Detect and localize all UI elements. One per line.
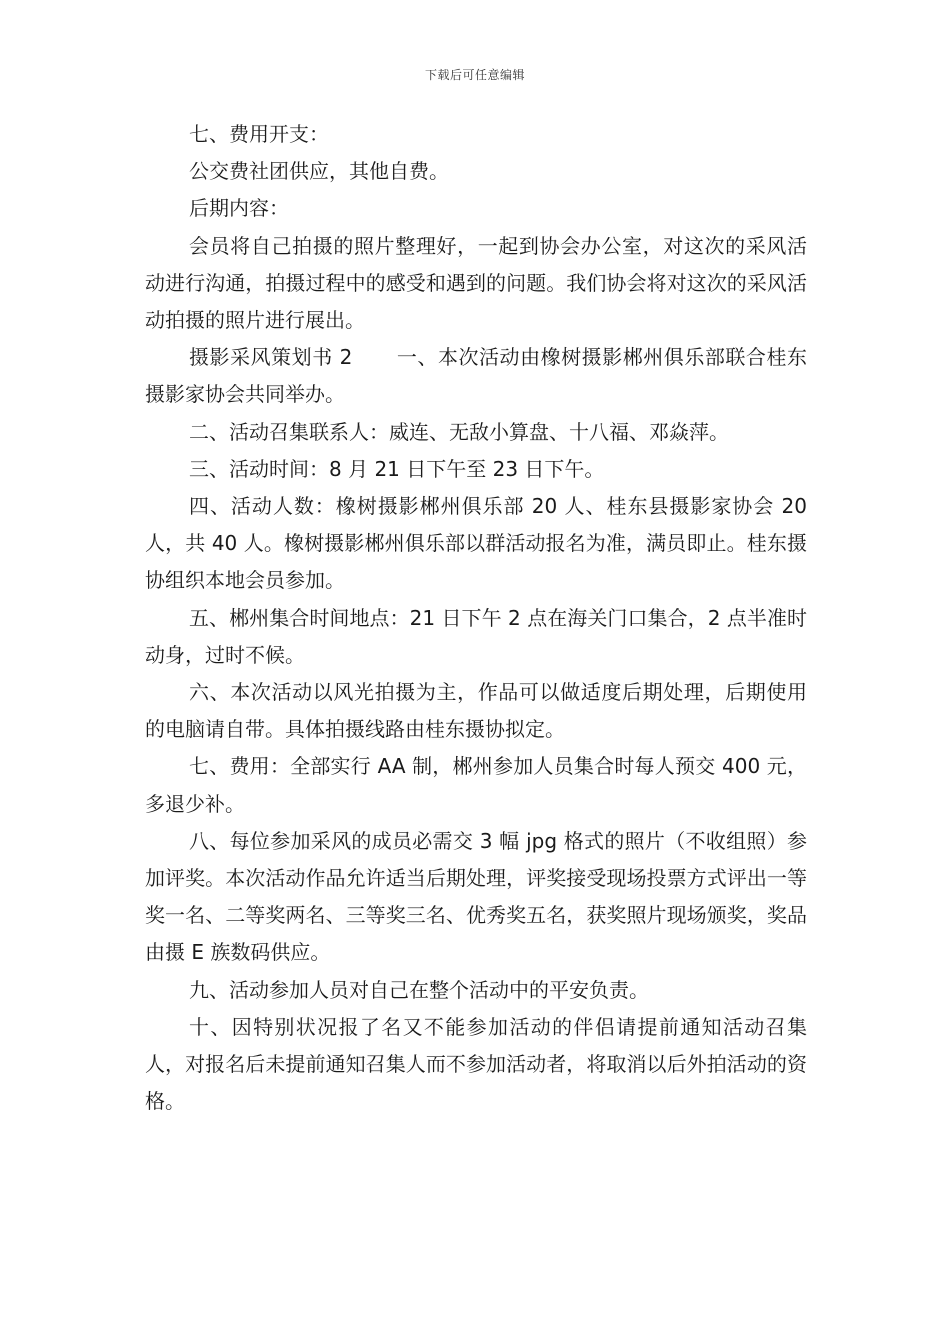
paragraph-item-8: 八、每位参加采风的成员必需交 3 幅 jpg 格式的照片（不收组照）参加评奖。本次活动作品允许适当后期处理，评奖接受现场投票方式评出一等奖一名、二等奖两名、三等奖三名、优秀奖五名，获奖照片现场颁奖，奖品由摄 E 族数码供应。	[145, 828, 807, 965]
paragraph-item-2: 二、活动召集联系人：威连、无敌小算盘、十八福、邓焱萍。	[189, 419, 729, 444]
item-1-text: 一、本次活动由橡树摄影郴州俱乐部联合桂东摄影家协会共同举办。	[145, 345, 807, 407]
paragraph-item-6: 六、本次活动以风光拍摄为主，作品可以做适度后期处理，后期使用的电脑请自带。具体拍摄线路由桂东摄协拟定。	[145, 680, 807, 742]
paragraph-item-4: 四、活动人数：橡树摄影郴州俱乐部 20 人、桂东县摄影家协会 20 人，共 40 人。橡树摄影郴州俱乐部以群活动报名为准，满员即止。桂东摄协组织本地会员参加。	[145, 494, 807, 593]
paragraph-item-3: 三、活动时间：8 月 21 日下午至 23 日下午。	[189, 456, 605, 481]
paragraph-item-5: 五、郴州集合时间地点：21 日下午 2 点在海关门口集合，2 点半准时动身，过时不候。	[145, 605, 807, 667]
paragraph-item-9: 九、活动参加人员对自己在整个活动中的平安负责。	[189, 977, 649, 1002]
section-title: 摄影采风策划书 2	[189, 345, 353, 370]
paragraph-post-heading: 后期内容：	[189, 196, 289, 221]
paragraph-item-7: 七、费用：全部实行 AA 制，郴州参加人员集合时每人预交 400 元，多退少补。	[145, 754, 807, 816]
paragraph-expense-detail: 公交费社团供应，其他自费。	[189, 159, 449, 184]
paragraph-post-detail: 会员将自己拍摄的照片整理好，一起到协会办公室，对这次的采风活动进行沟通，拍摄过程中的感受和遇到的问题。我们协会将对这次的采风活动拍摄的照片进行展出。	[145, 233, 807, 333]
paragraph-expense-heading: 七、费用开支：	[189, 122, 329, 146]
paragraph-plan-2-intro	[145, 339, 807, 413]
paragraph-item-10: 十、因特别状况报了名又不能参加活动的伴侣请提前通知活动召集人，对报名后未提前通知召集人而不参加活动者，将取消以后外拍活动的资格。	[145, 1014, 807, 1114]
document-body	[145, 116, 807, 1120]
header-note: 下载后可任意编辑	[424, 68, 525, 82]
